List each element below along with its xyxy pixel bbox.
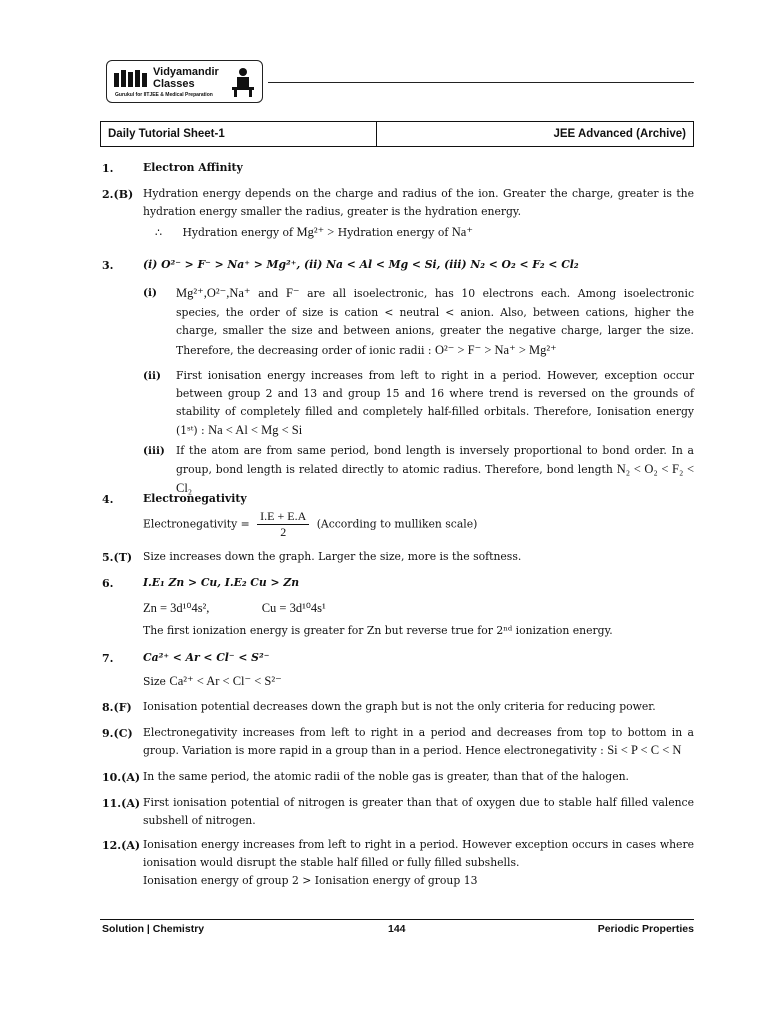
q7-number: 7. xyxy=(102,652,114,665)
q7-size xyxy=(143,673,694,691)
books-icon xyxy=(113,69,151,89)
q4-note: (According to mulliken scale) xyxy=(316,517,478,531)
q3-i-body: are all isoelectronic, has 10 electrons each. Among isoelectronic species, the order of size is cation < neutral < anion. Also, between cations, higher the charge, smaller the size and between anions, greater the negative charge, larger the size. Therefore, the decreasing order of ionic radii : xyxy=(176,287,695,357)
q2-conclusion xyxy=(155,224,555,242)
q3-ii-label: (ii) xyxy=(143,370,161,382)
q3-iii-order: N₂ < O₂ < F₂ < Cl₂ xyxy=(176,462,694,495)
q2-conc-b: Mg²⁺ > xyxy=(296,225,335,239)
sheet-header xyxy=(100,121,694,147)
q4-number: 4. xyxy=(102,493,114,506)
q12-number: 12.(A) xyxy=(102,839,141,852)
header-rule xyxy=(268,82,694,83)
q8-text: Ionisation potential decreases down the graph but is not the only criteria for reducing power. xyxy=(143,700,656,713)
q4-numerator: I.E + E.A xyxy=(257,509,309,525)
q8-number: 8.(F) xyxy=(102,701,132,714)
footer-subject: Solution | Chemistry xyxy=(102,923,205,935)
q10-number: 10.(A) xyxy=(102,771,141,784)
q3-i-label: (i) xyxy=(143,287,157,299)
q4-formula xyxy=(143,509,694,540)
q3-title: (i) O²⁻ > F⁻ > Na⁺ > Mg²⁺, (ii) Na < Al < Mg < Si, (iii) N₂ < O₂ < F₂ < Cl₂ xyxy=(143,258,579,271)
q3-iii-label: (iii) xyxy=(143,445,165,457)
q3-i-ions: Mg²⁺,O²⁻,Na⁺ xyxy=(176,286,251,300)
page-number: 144 xyxy=(388,923,406,935)
q3-number: 3. xyxy=(102,259,114,272)
logo-name: Vidyamandir xyxy=(153,66,219,78)
q9-text xyxy=(143,724,694,759)
q4-lhs: Electronegativity = xyxy=(143,517,250,531)
q1-number: 1. xyxy=(102,162,114,175)
sheet-exam: JEE Advanced (Archive) xyxy=(553,128,686,140)
logo-tagline: Gurukul for IITJEE & Medical Preparation xyxy=(115,92,213,98)
q4-title: Electronegativity xyxy=(143,492,247,505)
q11-number: 11.(A) xyxy=(102,797,141,810)
footer-chapter: Periodic Properties xyxy=(597,923,694,935)
q5-text: Size increases down the graph. Larger the size, more is the softness. xyxy=(143,550,522,563)
q6-number: 6. xyxy=(102,577,114,590)
q9-body: Electronegativity increases from left to right in a period and decreases from top to bottom in a group. Variation is more rapid in a group than in a period. Hence electronegativity : xyxy=(143,726,694,757)
q3-i-text xyxy=(176,284,694,360)
q2-conc-c: Hydration energy of xyxy=(337,226,449,239)
therefore-symbol: ∴ xyxy=(155,226,162,239)
q3-ii-order: Na < Al < Mg < Si xyxy=(208,423,303,437)
q4-fraction xyxy=(257,509,309,540)
q2-number: 2.(B) xyxy=(102,188,134,201)
q6-text: The first ionization energy is greater for Zn but reverse true for 2ⁿᵈ ionization energy. xyxy=(143,624,613,637)
q11-text: First ionisation potential of nitrogen is greater than that of oxygen due to stable half filled valence subshell of nitrogen. xyxy=(143,796,694,827)
q12-text-2: Ionisation energy of group 2 > Ionisation energy of group 13 xyxy=(143,874,478,887)
q6-zn: Zn = 3d¹⁰4s², xyxy=(143,601,210,615)
q5-number: 5.(T) xyxy=(102,551,133,564)
q9-number: 9.(C) xyxy=(102,727,133,740)
logo-name-2: Classes xyxy=(153,78,195,90)
sheet-title: Daily Tutorial Sheet-1 xyxy=(101,122,377,146)
q3-i-and: and xyxy=(258,287,279,300)
q6-configs xyxy=(143,600,694,618)
vidyamandir-logo xyxy=(106,60,263,103)
q2-conc-d: Na⁺ xyxy=(451,225,473,239)
q6-title: I.E₁ Zn > Cu, I.E₂ Cu > Zn xyxy=(143,576,300,589)
q3-ii-body: First ionisation energy increases from left to right in a period. However, exception occur between group 2 and 13 and group 15 and 16 where trend is reversed on the grounds of stability of completely filled and completely half-filled orbitals. Therefore, Ionisation energy (1ˢᵗ) : xyxy=(176,369,694,437)
q6-cu: Cu = 3d¹⁰4s¹ xyxy=(261,601,326,615)
q2-conc-a: Hydration energy of xyxy=(182,226,294,239)
q7-size-label: Size xyxy=(143,675,166,688)
q10-text: In the same period, the atomic radii of the noble gas is greater, than that of the halogen. xyxy=(143,770,629,783)
q7-title: Ca²⁺ < Ar < Cl⁻ < S²⁻ xyxy=(143,651,270,664)
q3-i-f: F⁻ xyxy=(285,286,300,300)
q3-ii-text xyxy=(176,367,694,440)
q12-text: Ionisation energy increases from left to right in a period. However exception occurs in cases where ionisation would disrupt the stable half filled or fully filled subshells. xyxy=(143,838,694,869)
q3-i-order: O²⁻ > F⁻ > Na⁺ > Mg²⁺ xyxy=(435,342,557,357)
q2-text: Hydration energy depends on the charge and radius of the ion. Greater the charge, greater is the hydration energy smaller the radius, greater is the hydration energy. xyxy=(143,187,694,218)
footer-rule xyxy=(100,919,694,920)
q3-iii-body: If the atom are from same period, bond length is inversely proportional to bond order. In a group, bond length is related directly to atomic radius. Therefore, bond length xyxy=(176,444,694,476)
reader-icon xyxy=(230,66,256,98)
q9-order: Si < P < C < N xyxy=(607,742,682,757)
q7-size-order: Ca²⁺ < Ar < Cl⁻ < S²⁻ xyxy=(169,674,282,688)
q1-title: Electron Affinity xyxy=(143,161,243,174)
q4-denominator: 2 xyxy=(280,525,287,539)
